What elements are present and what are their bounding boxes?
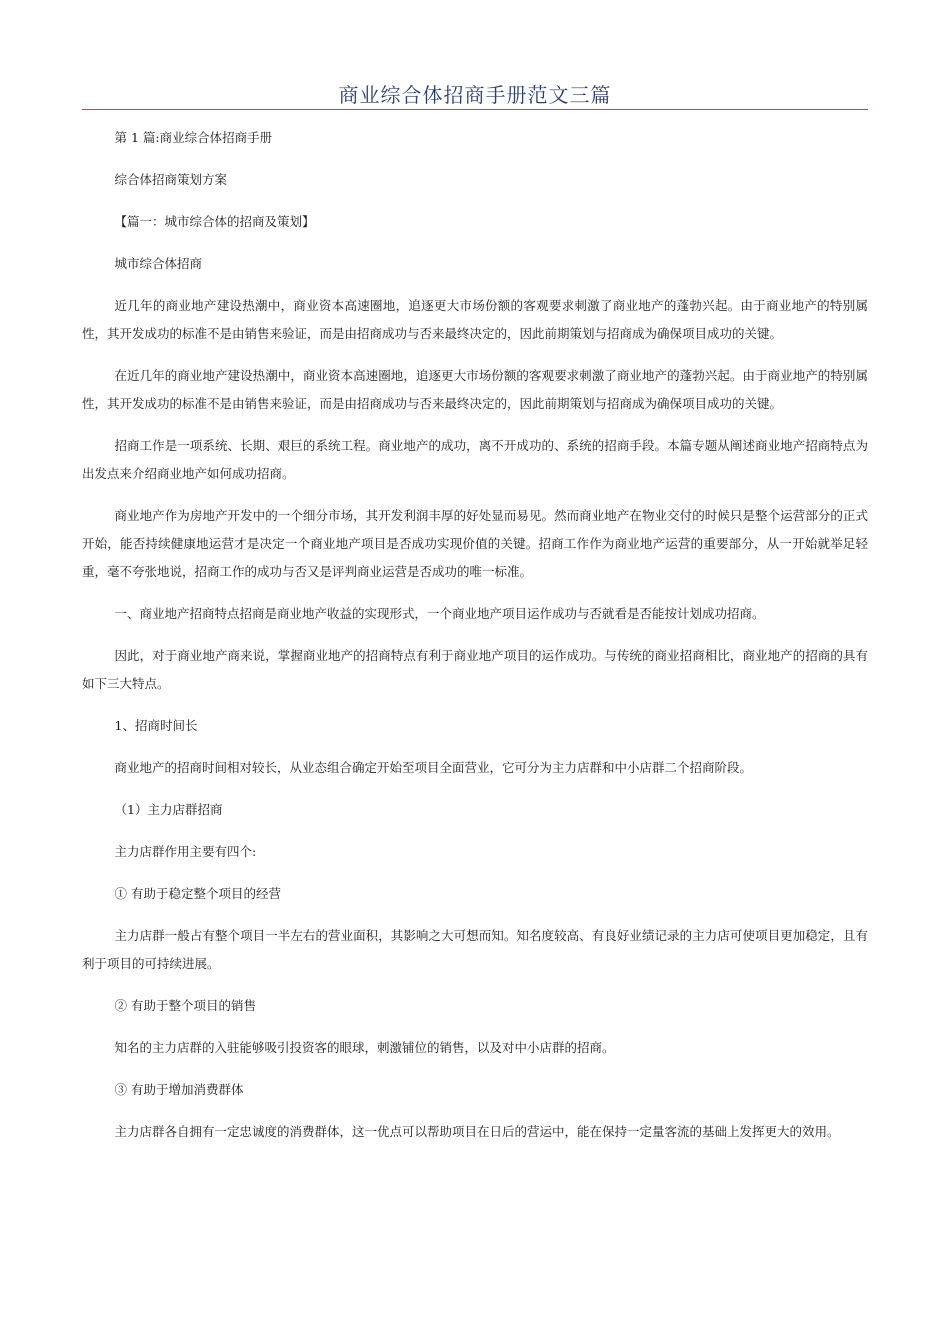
paragraph: 一、商业地产招商特点招商是商业地产收益的实现形式，一个商业地产项目运作成功与否就看是否能按计划成功招商。 xyxy=(114,606,765,621)
document-body xyxy=(82,124,868,1160)
title-underline xyxy=(82,109,868,110)
paragraph: 商业地产作为房地产开发中的一个细分市场，其开发利润丰厚的好处显而易见。然而商业地产在物业交付的时候只是整个运营部分的正式开始，能否持续健康地运营才是决定一个商业地产项目是否成功实现价值的关键。招商工作作为商业地产运营的重要部分，从一开始就举足轻重，毫不夸张地说，招商工作的成功与否又是评判商业运营是否成功的唯一标准。 xyxy=(82,508,868,579)
paragraph: 因此，对于商业地产商来说，掌握商业地产的招商特点有利于商业地产项目的运作成功。与传统的商业招商相比，商业地产的招商的具有如下三大特点。 xyxy=(82,648,868,691)
paragraph: 【篇一：城市综合体的招商及策划】 xyxy=(114,214,315,229)
paragraph: 主力店群各自拥有一定忠诚度的消费群体，这一优点可以帮助项目在日后的营运中，能在保持一定量客流的基础上发挥更大的效用。 xyxy=(114,1124,840,1139)
paragraph: 招商工作是一项系统、长期、艰巨的系统工程。商业地产的成功，离不开成功的、系统的招商手段。本篇专题从阐述商业地产招商特点为出发点来介绍商业地产如何成功招商。 xyxy=(82,438,868,481)
paragraph: 第 1 篇:商业综合体招商手册 xyxy=(114,130,273,145)
paragraph: 主力店群作用主要有四个: xyxy=(114,844,257,859)
paragraph: 商业地产的招商时间相对较长，从业态组合确定开始至项目全面营业，它可分为主力店群和中小店群二个招商阶段。 xyxy=(114,760,753,775)
paragraph: 近几年的商业地产建设热潮中，商业资本高速圈地，追逐更大市场份额的客观要求刺激了商业地产的蓬勃兴起。由于商业地产的特别属性，其开发成功的标准不是由销售来验证，而是由招商成功与否来最终决定的，因此前期策划与招商成为确保项目成功的关键。 xyxy=(82,298,868,341)
paragraph: 综合体招商策划方案 xyxy=(114,172,228,187)
paragraph: 城市综合体招商 xyxy=(114,256,203,271)
paragraph: 主力店群一般占有整个项目一半左右的营业面积，其影响之大可想而知。知名度较高、有良好业绩记录的主力店可使项目更加稳定，且有利于项目的可持续进展。 xyxy=(82,928,868,971)
paragraph: 在近几年的商业地产建设热潮中，商业资本高速圈地，追逐更大市场份额的客观要求刺激了商业地产的蓬勃兴起。由于商业地产的特别属性，其开发成功的标准不是由销售来验证，而是由招商成功与否来最终决定的，因此前期策划与招商成为确保项目成功的关键。 xyxy=(82,368,868,411)
document-title: 商业综合体招商手册范文三篇 xyxy=(338,83,612,107)
paragraph: 1、招商时间长 xyxy=(114,718,198,733)
paragraph: 知名的主力店群的入驻能够吸引投资客的眼球，刺激铺位的销售，以及对中小店群的招商。 xyxy=(114,1040,615,1055)
paragraph: ① 有助于稳定整个项目的经营 xyxy=(114,886,281,901)
paragraph: ② 有助于整个项目的销售 xyxy=(114,998,256,1013)
paragraph: ③ 有助于增加消费群体 xyxy=(114,1082,244,1097)
paragraph: （1）主力店群招商 xyxy=(114,802,223,817)
